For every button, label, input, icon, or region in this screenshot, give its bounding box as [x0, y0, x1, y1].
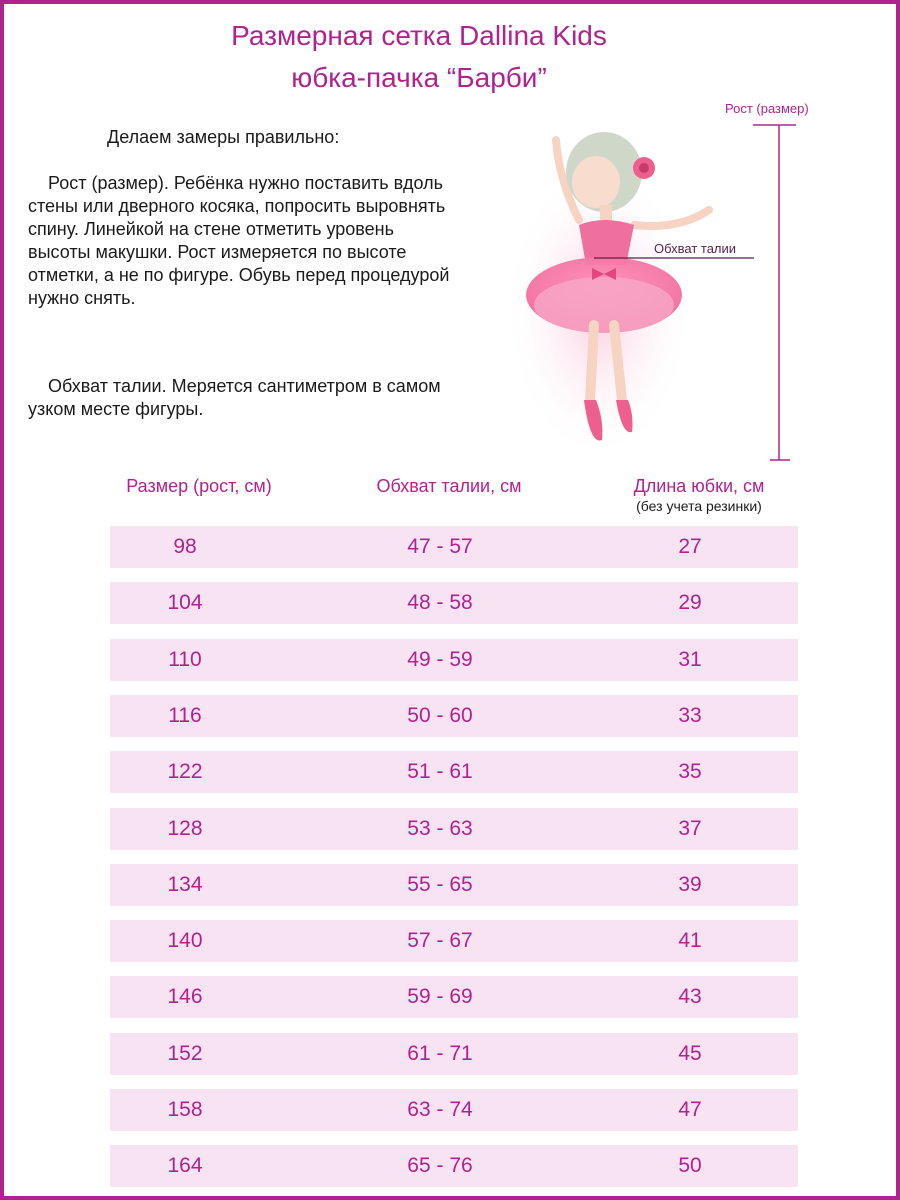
table-row — [110, 582, 798, 624]
waist-cell: 48 - 58 — [407, 591, 473, 614]
size-cell: 140 — [167, 929, 203, 952]
waist-cell: 63 - 74 — [407, 1098, 473, 1121]
column-header-length: Длина юбки, см — [633, 476, 765, 496]
table-row — [110, 1089, 798, 1131]
length-cell: 35 — [678, 760, 702, 783]
length-cell: 50 — [678, 1154, 702, 1177]
size-cell: 116 — [168, 704, 202, 727]
length-cell: 37 — [678, 817, 702, 840]
length-cell: 47 — [678, 1098, 702, 1121]
waist-cell: 53 - 63 — [407, 817, 473, 840]
waist-label: Обхват талии — [654, 241, 737, 256]
waist-cell: 59 - 69 — [407, 985, 473, 1008]
length-cell: 45 — [678, 1042, 702, 1065]
length-cell: 31 — [678, 648, 702, 671]
waist-cell: 50 - 60 — [407, 704, 473, 727]
waist-cell: 61 - 71 — [407, 1042, 473, 1065]
table-row — [110, 526, 798, 568]
size-cell: 104 — [167, 591, 203, 614]
waist-cell: 47 - 57 — [407, 535, 473, 558]
table-row — [110, 695, 798, 737]
waist-cell: 55 - 65 — [407, 873, 473, 896]
waist-cell: 49 - 59 — [407, 648, 473, 671]
ballerina-illustration — [504, 100, 834, 470]
height-instructions: Рост (размер). Ребёнка нужно поставить вдоль стены или дверного косяка, попросить выровнять спину. Линейкой на стене отметить уровень высоты макушки. Рост измеряется по высоте отметки, а не по фигуре. Обувь перед процедурой нужно снять. — [28, 173, 450, 308]
column-header-size: Размер (рост, см) — [126, 476, 272, 496]
table-row — [110, 639, 798, 681]
table-row — [110, 751, 798, 793]
column-header-length-note: (без учета резинки) — [636, 498, 762, 514]
table-row — [110, 920, 798, 962]
length-cell: 43 — [678, 985, 702, 1008]
waist-cell: 57 - 67 — [407, 929, 473, 952]
size-cell: 164 — [167, 1154, 203, 1177]
length-cell: 33 — [678, 704, 702, 727]
size-cell: 146 — [167, 985, 203, 1008]
table-row — [110, 1033, 798, 1075]
instructions-heading: Делаем замеры правильно: — [107, 127, 340, 147]
table-row — [110, 808, 798, 850]
column-header-waist: Обхват талии, см — [376, 476, 522, 496]
page-title: Размерная сетка Dallina Kids — [231, 20, 607, 51]
height-label: Рост (размер) — [725, 101, 809, 116]
length-cell: 39 — [678, 873, 702, 896]
length-cell: 29 — [678, 591, 702, 614]
size-cell: 152 — [167, 1042, 203, 1065]
size-cell: 110 — [168, 648, 202, 671]
length-cell: 41 — [678, 929, 702, 952]
table-row — [110, 976, 798, 1018]
size-cell: 128 — [167, 817, 203, 840]
size-cell: 122 — [167, 760, 203, 783]
page-subtitle: юбка-пачка “Барби” — [291, 62, 547, 93]
table-row — [110, 1145, 798, 1187]
table-row — [110, 864, 798, 906]
size-cell: 98 — [173, 535, 197, 558]
size-cell: 134 — [167, 873, 203, 896]
size-cell: 158 — [167, 1098, 203, 1121]
waist-cell: 51 - 61 — [407, 760, 473, 783]
waist-cell: 65 - 76 — [407, 1154, 473, 1177]
waist-instructions: Обхват талии. Меряется сантиметром в самом узком месте фигуры. — [28, 376, 441, 419]
length-cell: 27 — [678, 535, 702, 558]
